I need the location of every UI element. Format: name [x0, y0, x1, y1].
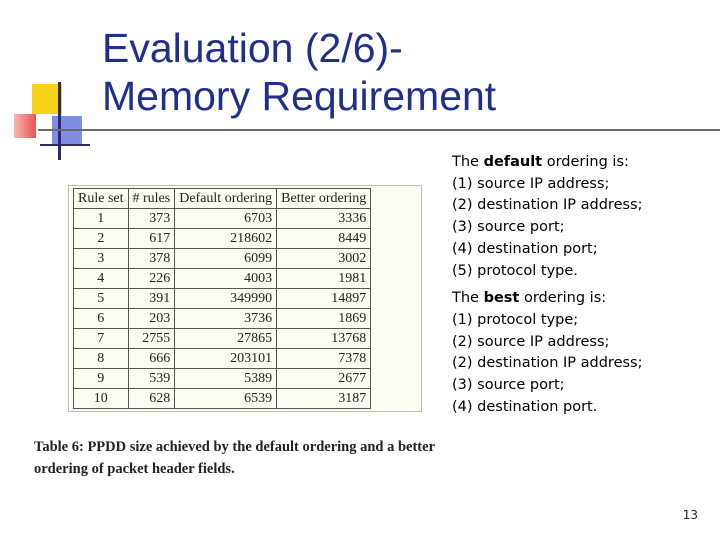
header-num-rules: # rules [128, 189, 175, 209]
table-row [74, 349, 371, 369]
table-row [74, 389, 371, 409]
cell-default-ordering: 6099 [175, 249, 277, 269]
cell-default-ordering: 6703 [175, 209, 277, 229]
best-ordering-item: (2) destination IP address; [452, 355, 643, 372]
cell-better-ordering: 8449 [277, 229, 371, 249]
logo-blue-square [52, 116, 82, 146]
best-intro-post: ordering is: [519, 290, 607, 307]
cell-better-ordering: 1869 [277, 309, 371, 329]
cell-num-rules: 373 [128, 209, 175, 229]
best-intro-bold: best [483, 290, 520, 307]
cell-better-ordering: 1981 [277, 269, 371, 289]
caption-label: Table 6: [34, 439, 84, 455]
best-ordering-item: (3) source port; [452, 377, 565, 394]
cell-rule-set: 5 [74, 289, 129, 309]
best-intro-pre: The [452, 290, 484, 307]
cell-better-ordering: 14897 [277, 289, 371, 309]
cell-better-ordering: 13768 [277, 329, 371, 349]
cell-rule-set: 8 [74, 349, 129, 369]
table-row [74, 229, 371, 249]
best-ordering-list [452, 310, 642, 419]
table-header-row [74, 189, 371, 209]
cell-rule-set: 3 [74, 249, 129, 269]
cell-default-ordering: 27865 [175, 329, 277, 349]
table-row [74, 269, 371, 289]
cell-default-ordering: 3736 [175, 309, 277, 329]
default-ordering-item: (5) protocol type. [452, 262, 578, 279]
cell-num-rules: 2755 [128, 329, 175, 349]
default-ordering-item: (2) destination IP address; [452, 197, 643, 214]
cell-better-ordering: 7378 [277, 349, 371, 369]
table-row [74, 369, 371, 389]
title-line-1: Evaluation (2/6)- [102, 25, 403, 71]
cell-num-rules: 539 [128, 369, 175, 389]
best-ordering-item: (1) protocol type; [452, 311, 579, 328]
cell-better-ordering: 3187 [277, 389, 371, 409]
cell-num-rules: 203 [128, 309, 175, 329]
table-row [74, 249, 371, 269]
cell-rule-set: 6 [74, 309, 129, 329]
default-ordering-intro [452, 152, 642, 174]
cell-num-rules: 617 [128, 229, 175, 249]
logo-horizontal-line [40, 144, 90, 146]
cell-rule-set: 2 [74, 229, 129, 249]
cell-default-ordering: 349990 [175, 289, 277, 309]
cell-num-rules: 666 [128, 349, 175, 369]
cell-rule-set: 7 [74, 329, 129, 349]
page-number: 13 [682, 508, 698, 522]
cell-default-ordering: 5389 [175, 369, 277, 389]
caption-text: PPDD size achieved by the default ordering and a better ordering of packet header fields. [34, 439, 435, 477]
default-ordering-item: (4) destination port; [452, 240, 598, 257]
cell-num-rules: 378 [128, 249, 175, 269]
cell-default-ordering: 6539 [175, 389, 277, 409]
cell-default-ordering: 203101 [175, 349, 277, 369]
default-intro-post: ordering is: [542, 154, 629, 170]
header-default-ordering: Default ordering [175, 189, 277, 209]
best-ordering-intro [452, 288, 642, 310]
ordering-notes [452, 152, 642, 418]
header-better-ordering: Better ordering [277, 189, 371, 209]
best-ordering-item: (4) destination port. [452, 398, 598, 415]
logo-red-square [14, 114, 36, 138]
cell-num-rules: 391 [128, 289, 175, 309]
slide-title [102, 24, 496, 120]
cell-better-ordering: 2677 [277, 369, 371, 389]
default-ordering-list [452, 174, 642, 283]
table-caption [34, 436, 454, 480]
default-ordering-item: (1) source IP address; [452, 175, 610, 192]
best-ordering-item: (2) source IP address; [452, 333, 610, 350]
default-intro-bold: default [483, 154, 543, 170]
cell-default-ordering: 218602 [175, 229, 277, 249]
cell-default-ordering: 4003 [175, 269, 277, 289]
cell-num-rules: 226 [128, 269, 175, 289]
cell-rule-set: 10 [74, 389, 129, 409]
title-underline [38, 129, 720, 131]
table-row [74, 329, 371, 349]
cell-num-rules: 628 [128, 389, 175, 409]
header-rule-set: Rule set [74, 189, 129, 209]
default-intro-pre: The [452, 154, 484, 170]
table-row [74, 309, 371, 329]
table-row [74, 289, 371, 309]
cell-rule-set: 9 [74, 369, 129, 389]
cell-rule-set: 4 [74, 269, 129, 289]
table-row [74, 209, 371, 229]
cell-rule-set: 1 [74, 209, 129, 229]
results-table-image [68, 185, 422, 412]
title-line-2: Memory Requirement [102, 73, 497, 119]
logo-decoration [0, 0, 100, 170]
ppdd-size-table [73, 188, 371, 409]
cell-better-ordering: 3002 [277, 249, 371, 269]
cell-better-ordering: 3336 [277, 209, 371, 229]
default-ordering-item: (3) source port; [452, 219, 565, 236]
logo-vertical-line [58, 82, 61, 160]
